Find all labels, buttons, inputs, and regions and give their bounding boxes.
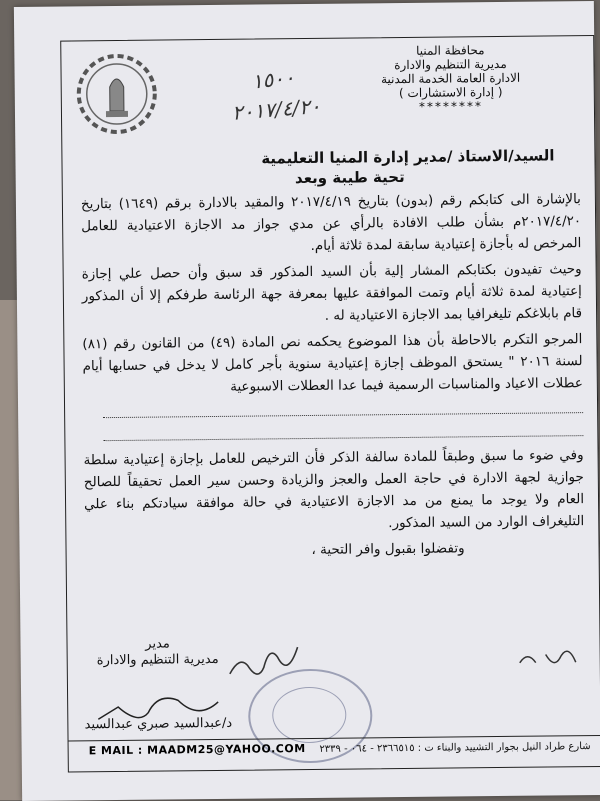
paragraph-law: المرجو التكرم بالاحاطة بأن هذا الموضوع يحكمه نص المادة (٤٩) من القانون رقم (٨١) لسنة ٢٠١٦ " يستحق الموظف إجازة إعتيادية سنوية بأجر كامل لا يدخل في حسابها أيام عطلات الاعياد والمناسبات الرسمية فيما عدا العطلات الاسبوعية bbox=[82, 331, 583, 395]
signatory-name: د/عبدالسيد صبري عبدالسيد bbox=[84, 715, 233, 733]
section-line: ( إدارة الاستشارات ) bbox=[398, 84, 503, 101]
paragraph-reference: بالإشارة الى كتابكم رقم (بدون) بتاريخ ٢٠١٧/٤/١٩ والمقيد بالادارة برقم (١٦٤٩) بتاريخ ٢٠١٧/٤/٢٠م بشأن طلب الافادة بالرأي عن مدي جواز مد الاجازة الاعتيادية للعامل المرخص له بأجازة إعتيادية سابقة لمدة ثلاثة أيام. bbox=[80, 191, 582, 254]
governorate-line: محافظة المنيا bbox=[416, 43, 485, 58]
handwritten-ref-date: ٢٠١٧/٤/٢٠ bbox=[231, 93, 322, 125]
dotted-line bbox=[103, 421, 583, 441]
signatory-org: مديرية التنظيم والادارة bbox=[96, 651, 219, 669]
letterhead bbox=[335, 42, 566, 114]
recipient-line: السيد/الاستاذ /مدير إدارة المنيا التعليمية bbox=[261, 146, 555, 168]
closing-line: وتفضلوا بقبول وافر التحية ، bbox=[311, 540, 465, 558]
department-line: الادارة العامة الخدمة المدنية bbox=[380, 70, 521, 87]
stamp-eagle-icon bbox=[272, 687, 347, 744]
footer-email: E MAIL : MAADM25@YAHOO.COM bbox=[88, 742, 306, 758]
signature-block bbox=[77, 636, 237, 670]
directorate-line: مديرية التنظيم والادارة bbox=[394, 56, 507, 73]
footer-address: شارع طراد النيل بجوار التشييد والبناء ت : ٢٣٦٦٥١٥ - ٠٦٤ - ٢٣٣٩ bbox=[319, 741, 591, 755]
signatory-title: مدير bbox=[145, 636, 170, 652]
letter-page bbox=[14, 1, 600, 801]
letter-frame bbox=[60, 35, 600, 773]
greeting-line: تحية طيبة وبعد bbox=[294, 167, 405, 188]
handwritten-ref-number: ١٥٠٠ bbox=[250, 64, 296, 94]
paragraph-facts: وحيث تفيدون بكتابكم المشار إلية بأن السيد المذكور قد سبق وأن حصل علي إجازة إعتيادية لمدة ثلاثة أيام وتمت الموافقة عليها بمعرفة جهة الرئاسة طرفكم إلا أن المذكور قام بابلاغكم تليغرافيا بمد الاجازة الاعتيادية له . bbox=[81, 261, 583, 324]
paragraph-opinion: وفي ضوء ما سبق وطبقاً للمادة سالفة الذكر فأن الترخيص للعامل بإجازة إعتيادية سلطة جوازية لجهة الادارة في حاجة العمل والعجز والزيادة وحسن سير العمل تحقيقاً للصالح العام ولا يوجد ما يمنع من مد الاجازة الاعتيادية في حالة موافقة سيادتكم بناء علي التليغراف الوارد من السيد المذكور. bbox=[83, 447, 585, 532]
dotted-line bbox=[103, 398, 583, 418]
ministry-logo-icon bbox=[75, 53, 158, 136]
handwritten-signature-right bbox=[475, 632, 585, 677]
header-stars: ******** bbox=[418, 99, 483, 114]
letter-body bbox=[81, 188, 585, 567]
